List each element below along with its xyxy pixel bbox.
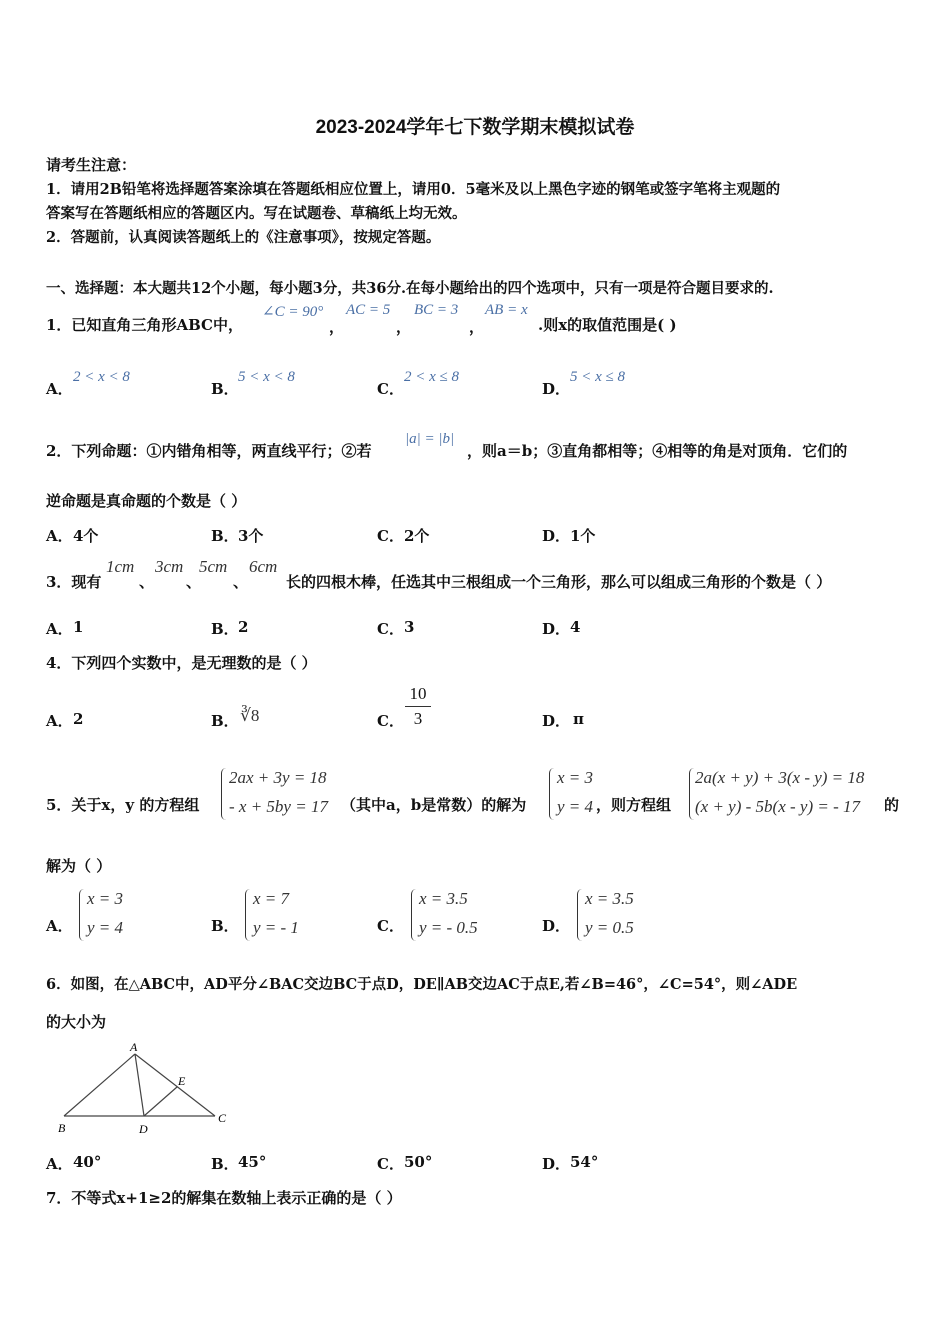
q2-option-c-label: C． [377, 527, 404, 545]
q4-option-c-denominator: 3 [413, 709, 423, 728]
q3-option-b-value: 2 [238, 618, 249, 636]
q6-option-c-label: C． [377, 1155, 404, 1173]
q6-option-b-label: B． [211, 1155, 239, 1173]
q4-option-d-value: π [573, 710, 584, 728]
q5-system-3-eq-2: (x + y) - 5b(x - y) = - 17 [695, 797, 861, 816]
vertex-c-label: C [218, 1111, 227, 1125]
notice-line-1b: 答案写在答题纸相应的答题区内。写在试题卷、草稿纸上均无效。 [46, 205, 467, 222]
q2-option-d-label: D． [542, 527, 571, 545]
q5-option-b-brace [245, 889, 250, 941]
fraction-bar [405, 706, 431, 707]
q3-length-2: 3cm [155, 557, 184, 576]
q5-system-1-brace [221, 768, 226, 820]
q5-system-3-eq-1: 2a(x + y) + 3(x - y) = 18 [695, 768, 865, 787]
q3-option-d-label: D． [542, 620, 571, 638]
q4-option-d-label: D． [542, 712, 571, 730]
q5-system-2-eq-2: y = 4 [557, 797, 594, 816]
q3-option-c-value: 3 [404, 618, 415, 636]
q1-condition-bc: BC = 3 [414, 302, 459, 318]
notice-heading: 请考生注意： [46, 156, 137, 174]
q1-prefix: 1．已知直角三角形ABC中， [46, 316, 243, 334]
q1-suffix: .则x的取值范围是( ) [538, 316, 677, 334]
vertex-a-label: A [130, 1040, 138, 1054]
q4-option-a-value: 2 [73, 710, 84, 728]
q2-option-a-value: 4个 [73, 527, 99, 545]
q2-option-b-label: B． [211, 527, 239, 545]
q1-option-c-value: 2 < x ≤ 8 [404, 369, 460, 385]
q6-line-1: 6．如图，在△ABC中，AD平分∠BAC交边BC于点D，DE∥AB交边AC于点E,若∠B=46°，∠C=54°，则∠ADE [46, 976, 798, 993]
q1-sep-2: ， [396, 318, 412, 336]
segment-ac [135, 1054, 215, 1116]
q5-option-a-brace [79, 889, 84, 941]
q5-system-1-eq-1: 2ax + 3y = 18 [229, 768, 327, 787]
q3-sep-3: 、 [233, 573, 249, 591]
q6-option-d-label: D． [542, 1155, 571, 1173]
q4-option-a-label: A． [46, 712, 73, 730]
page-title: 2023-2024学年七下数学期末模拟试卷 [315, 117, 635, 138]
vertex-d-label: D [139, 1122, 148, 1136]
q5-mid-2: ，则方程组 [596, 796, 672, 814]
q1-option-b-label: B． [211, 380, 239, 398]
q3-option-a-value: 1 [73, 618, 84, 636]
q6-option-c-value: 50° [404, 1153, 433, 1171]
q3-sep-2: 、 [186, 573, 202, 591]
q5-option-a-eq-1: x = 3 [87, 889, 124, 908]
q5-option-d-brace [577, 889, 582, 941]
q4-option-c-label: C． [377, 712, 404, 730]
section-heading: 一、选择题：本大题共12个小题，每小题3分，共36分.在每小题给出的四个选项中，只有一项是符合题目要求的. [46, 280, 774, 297]
q1-condition-angle: ∠C = 90° [262, 304, 324, 320]
q6-option-d-value: 54° [570, 1153, 599, 1171]
q5-line-2: 解为（ ） [46, 857, 112, 875]
q2-option-a-label: A． [46, 527, 73, 545]
q4-option-b-value: ∛8 [240, 706, 260, 725]
vertex-b-label: B [58, 1121, 66, 1135]
q1-condition-ac: AC = 5 [346, 302, 391, 318]
q1-option-b-value: 5 < x < 8 [238, 369, 295, 385]
triangle-figure [55, 1040, 235, 1138]
q5-option-c-label: C． [377, 917, 404, 935]
q3-option-c-label: C． [377, 620, 404, 638]
q6-line-2: 的大小为 [46, 1013, 107, 1031]
q5-option-b-label: B． [211, 917, 239, 935]
q7-text: 7．不等式x+1≥2的解集在数轴上表示正确的是（ ） [46, 1189, 402, 1207]
q4-option-b-label: B． [211, 712, 239, 730]
q2-option-d-value: 1个 [570, 527, 596, 545]
q1-option-c-label: C． [377, 380, 404, 398]
segment-ad [135, 1054, 144, 1116]
q5-option-d-eq-2: y = 0.5 [585, 918, 634, 937]
q2-line-2: 逆命题是真命题的个数是（ ） [46, 492, 247, 510]
q1-option-a-label: A． [46, 380, 73, 398]
q3-prefix: 3．现有 [46, 573, 102, 591]
q1-sep-1: ， [329, 318, 345, 336]
q5-system-3-brace [689, 768, 694, 820]
q6-option-a-label: A． [46, 1155, 73, 1173]
q5-option-b-eq-2: y = - 1 [253, 918, 299, 937]
q3-suffix: 长的四根木棒，任选其中三根组成一个三角形，那么可以组成三角形的个数是（ ） [286, 573, 832, 591]
segment-ab [64, 1054, 135, 1116]
q5-suffix: 的 [884, 796, 900, 814]
segment-de [144, 1087, 177, 1116]
q5-option-a-label: A． [46, 917, 73, 935]
q5-mid-1: （其中a，b是常数）的解为 [341, 796, 527, 814]
q3-length-4: 6cm [249, 557, 278, 576]
q1-option-d-value: 5 < x ≤ 8 [570, 369, 626, 385]
q5-option-a-eq-2: y = 4 [87, 918, 124, 937]
q1-sep-3: ， [469, 318, 485, 336]
q3-option-b-label: B． [211, 620, 239, 638]
q1-option-a-value: 2 < x < 8 [73, 369, 130, 385]
q2-prefix: 2．下列命题：①内错角相等，两直线平行；②若 [46, 442, 372, 460]
q2-math: |a| = |b| [405, 431, 455, 447]
q5-system-2-brace [549, 768, 554, 820]
q2-option-b-value: 3个 [238, 527, 264, 545]
q5-option-c-eq-2: y = - 0.5 [419, 918, 478, 937]
q2-option-c-value: 2个 [404, 527, 430, 545]
q4-option-c-numerator: 10 [409, 684, 427, 703]
q5-option-c-eq-1: x = 3.5 [419, 889, 468, 908]
q3-length-1: 1cm [106, 557, 135, 576]
q5-option-d-label: D． [542, 917, 571, 935]
q6-option-a-value: 40° [73, 1153, 102, 1171]
q3-option-a-label: A． [46, 620, 73, 638]
q1-option-d-label: D． [542, 380, 571, 398]
q5-option-d-eq-1: x = 3.5 [585, 889, 634, 908]
q5-option-c-brace [411, 889, 416, 941]
q3-option-d-value: 4 [570, 618, 581, 636]
vertex-e-label: E [178, 1074, 186, 1088]
q5-option-b-eq-1: x = 7 [253, 889, 290, 908]
q3-length-3: 5cm [199, 557, 228, 576]
q5-system-2-eq-1: x = 3 [557, 768, 594, 787]
q4-option-c-fraction [405, 684, 431, 729]
q4-text: 4．下列四个实数中，是无理数的是（ ） [46, 654, 317, 672]
q6-option-b-value: 45° [238, 1153, 267, 1171]
q2-suffix: ，则a＝b；③直角都相等；④相等的角是对顶角．它们的 [467, 442, 848, 460]
q5-prefix: 5．关于x，y 的方程组 [46, 796, 200, 814]
notice-line-1a: 1．请用2B铅笔将选择题答案涂填在答题纸相应位置上，请用0．5毫米及以上黑色字迹的钢笔或签字笔将主观题的 [46, 181, 781, 198]
notice-line-2: 2．答题前，认真阅读答题纸上的《注意事项》，按规定答题。 [46, 229, 441, 246]
q1-condition-ab: AB = x [485, 302, 528, 318]
q3-sep-1: 、 [139, 573, 155, 591]
q5-system-1-eq-2: - x + 5by = 17 [229, 797, 328, 816]
